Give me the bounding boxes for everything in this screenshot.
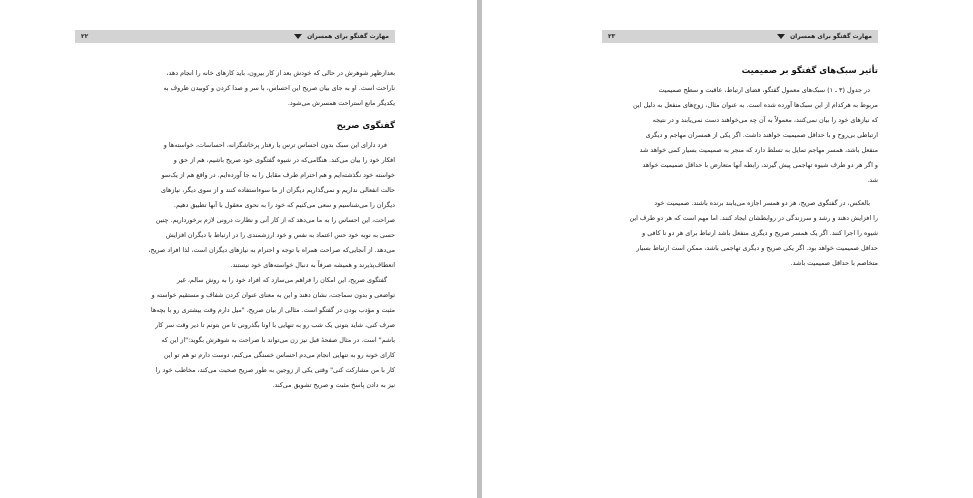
text-line: ناراحت است. او به جای بیان صریح این احساس، با سر و صدا کردن و کوبیدن ظروف به [163, 84, 395, 92]
text-line: و اگر هر دو طرف شیوه تهاجمی پیش گیرند، رابطه آنها متعارض با حداقل صمیمیت خواهد [642, 161, 878, 169]
text-line: صراحت، این احساس را به ما می‌دهد که از کار آنی و نظارت درونی لازم برخورداریم. چنین [155, 216, 395, 224]
text-line: کار با من مشارکت کنی" وقتی یکی از زوجین به طور صریح صحبت می‌کند، مخاطب خود را [155, 366, 395, 374]
left-header-title: مهارت گفتگو برای همسران [307, 33, 389, 40]
text-line: متخاصم با حداقل صمیمیت باشد. [790, 259, 878, 267]
text-line: می‌دهد. از آنجایی‌که صراحت همراه با توجه و احترام به نیازهای دیگران است، لذا افراد صریح، [148, 246, 395, 254]
text-line: که نیازهای خود را بیان نمی‌کنند، معمولاً به آن چه می‌خواهند دست نمی‌یابند و در نتیجه [652, 116, 878, 124]
left-page-number: ۲۲ [81, 33, 89, 40]
text-line: شد. [867, 176, 878, 184]
text-line: حسی به نوبه خود حس اعتماد به نفس و خود ارزشمندی را در ارتباط با دیگران افزایش [165, 231, 395, 239]
text-line: صرف کنی، شاید بتونی یک شب رو به تنهایی با اونا بگذرونی تا من بتونم تا دیر وقت سر کار [155, 321, 395, 329]
triangle-marker-icon [777, 34, 785, 39]
section-heading: تأثیر سبک‌های گفتگو بر صمیمیت [741, 66, 878, 76]
text-line: بعدازظهر شوهرش در حالی که خودش بعد از کار بیرون، باید کارهای خانه را انجام دهد، [166, 69, 395, 77]
text-line: افکار خود را بیان می‌کند. هنگامی‌که در شیوه گفتگوی خود صریح باشیم، هم از حق و [173, 156, 395, 164]
text-line: منفعل باشد، همسر مهاجم تمایل به تسلط دارد که منجر به صمیمیت بسیار کمی خواهد شد [639, 146, 878, 154]
text-line: بالعکس، در گفتگوی صریح، هر دو همسر اجازه می‌یابند برنده باشند. صمیمیت خود [654, 199, 870, 207]
text-line: مثبت و مؤدب بودن در گفتگو است. مثالی از بیان صریح، "میل دارم وقت بیشتری رو با بچه‌ها [150, 306, 395, 314]
text-line: شیوه را اجرا کنند. اگر یک همسر صریح و دیگری منفعل باشد ارتباط برای هر دو نا کافی و [642, 229, 878, 237]
text-line: مربوط به هرکدام از این سبک‌ها آورده شده است. به عنوان مثال، زوج‌های منفعل به دلیل این [633, 101, 878, 109]
left-page-body [75, 66, 395, 393]
text-line: ارتباطی بی‌روح و با حداقل صمیمیت خواهند داشت. اگر یکی از همسران مهاجم و دیگری [645, 131, 878, 139]
section-heading: گفتگوی صریح [336, 121, 395, 131]
text-line: فرد دارای این سبک بدون احساس ترس یا رفتار پرخاشگرانه، احساسات، خواسته‌ها و [163, 141, 387, 149]
text-line: باشم" است. در مثال صفحهٔ قبل نیز زن می‌تواند با صراحت به شوهرش بگوید:"از این که [161, 336, 395, 344]
text-line: یکدیگر مانع استراحت همسرش می‌شود. [287, 99, 395, 107]
text-line: در جدول (۳ ـ ۱) سبک‌های معمول گفتگو، فضای ارتباط، عاقبت و سطح صمیمیت [658, 86, 870, 94]
left-page-header [75, 30, 395, 43]
right-header-title: مهارت گفتگو برای همسران [790, 33, 872, 40]
text-line: را افزایش دهند و رشد و سرزندگی در روابطشان ایجاد کنند. اما مهم است که هر دو طرف این [629, 214, 878, 222]
text-line: نیز به دادن پاسخ مثبت و صریح تشویق می‌کند. [272, 381, 395, 389]
right-page-body [602, 64, 878, 271]
left-page [0, 0, 477, 498]
triangle-marker-icon [294, 34, 302, 39]
text-line: حالت انفعالی نداریم و نمی‌گذاریم دیگران از ما سوءاستفاده کنند و از سوی دیگر، نیازهای [161, 186, 395, 194]
text-line: دیگران را می‌شناسیم و سعی می‌کنیم که خود را به نحوی معقول با آنها تطبیق دهیم. [173, 201, 395, 209]
right-page-number: ۲۳ [608, 33, 616, 40]
text-line: خواسته خود نگذشته‌ایم و هم احترام طرف مقابل را به جا آورده‌ایم. در واقع هم از یک‌سو [161, 171, 395, 179]
right-page [482, 0, 973, 498]
text-line: کارای خونه رو به تنهایی انجام می‌دم احساس خستگی می‌کنم، دوست دارم تو هم تو این [163, 351, 395, 359]
text-line: گفتگوی صریح، این امکان را فراهم می‌سازد که افراد خود را به روش سالم، غیر [177, 276, 387, 284]
text-line: تواضعی و بدون سماجت، نشان دهند و این به معنای عنوان کردن شفاف و مستقیم خواسته و [151, 291, 395, 299]
right-page-header [602, 30, 878, 43]
text-line: حداقل صمیمیت خواهد بود. اگر یکی صریح و دیگری تهاجمی باشد، ممکن است ارتباط بسیار [636, 244, 878, 252]
text-line: انعطاف‌پذیرند و همیشه صرفاً به دنبال خواسته‌های خود نیستند. [230, 261, 395, 269]
